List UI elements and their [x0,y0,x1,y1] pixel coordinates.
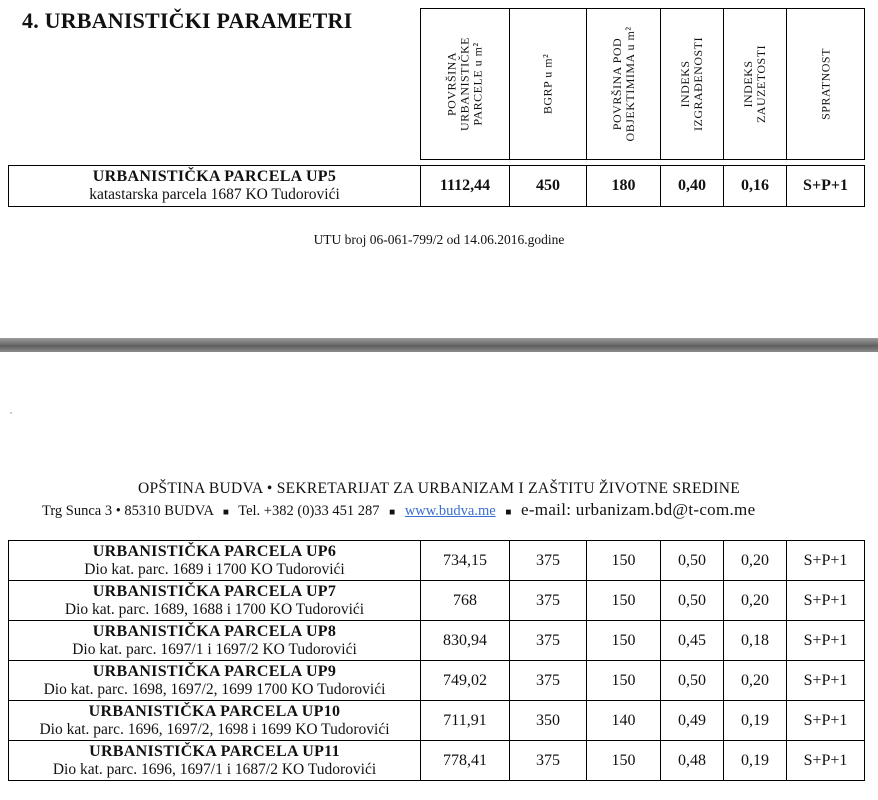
utu-reference: UTU broj 06-061-799/2 od 14.06.2016.godine [313,232,565,247]
parcel-floors: S+P+1 [787,701,865,741]
parcel-occupancy-index: 0,19 [724,741,787,781]
parcel-build-index: 0,45 [661,621,724,661]
parcel-name: URBANISTIČKA PARCELA UP10 [88,702,341,720]
parcel-description: Dio kat. parc. 1696, 1697/2, 1698 i 1699 KO Tudorovići [39,720,390,738]
parcel-description: Dio kat. parc. 1689, 1688 i 1700 KO Tudorovići [64,600,365,618]
parcel-area: 768 [421,581,510,621]
table-row [9,741,865,781]
address-text: Trg Sunca 3 • 85310 BUDVA [42,503,214,519]
parcel-occupancy-index: 0,20 [724,661,787,701]
column-header-area: POVRŠINA URBANISTIČKE PARCELE u m² [421,9,510,160]
document-page-top [0,0,878,338]
parcel-name: URBANISTIČKA PARCELA UP6 [92,542,337,560]
parcel-bgrp: 375 [510,661,587,701]
phone-text: Tel. +382 (0)33 451 287 [238,503,380,519]
parcel-name: URBANISTIČKA PARCELA UP8 [92,622,337,640]
parcel-build-index: 0,50 [661,581,724,621]
parcel-bgrp: 350 [510,701,587,741]
office-header: OPŠTINA BUDVA • SEKRETARIJAT ZA URBANIZAM I ZAŠTITU ŽIVOTNE SREDINE [138,480,740,497]
parcel-footprint: 150 [587,621,661,661]
parcel-footprint: 180 [587,166,661,207]
parcel-build-index: 0,50 [661,541,724,581]
contact-line [42,500,872,520]
parcel-build-index: 0,40 [661,166,724,207]
parcel-label-cell [9,701,421,741]
parcel-description: Dio kat. parc. 1689 i 1700 KO Tudorovići [84,560,345,578]
document-page-bottom [0,352,878,800]
table-row [9,621,865,661]
parcel-area: 734,15 [421,541,510,581]
table-row [9,541,865,581]
parcel-name: URBANISTIČKA PARCELA UP9 [92,662,337,680]
parcel-floors: S+P+1 [787,621,865,661]
parcel-description: Dio kat. parc. 1698, 1697/2, 1699 1700 KO Tudorovići [43,680,386,698]
parcel-floors: S+P+1 [787,541,865,581]
page-separator [0,338,878,352]
column-header-footprint: POVRŠINA POD OBJEKTIMIMA u m² [587,9,661,160]
parcel-occupancy-index: 0,16 [724,166,787,207]
parcel-area: 778,41 [421,741,510,781]
parcel-description: Dio kat. parc. 1696, 1697/1 i 1687/2 KO Tudorovići [52,760,377,778]
parcel-floors: S+P+1 [787,741,865,781]
parcel-label-cell [9,166,421,207]
table-row [9,166,865,207]
column-header-occupancy-index: INDEKS ZAUZETOSTI [724,9,787,160]
parcel-occupancy-index: 0,20 [724,581,787,621]
parcel-floors: S+P+1 [787,581,865,621]
parcel-name: URBANISTIČKA PARCELA UP11 [89,742,340,760]
parcel-label-cell [9,621,421,661]
parcel-name: URBANISTIČKA PARCELA UP5 [92,168,337,185]
parcel-occupancy-index: 0,18 [724,621,787,661]
parcel-label-cell [9,581,421,621]
column-header-build-index: INDEKS IZGRAĐENOSTI [661,9,724,160]
table-row [9,581,865,621]
email-text: e-mail: urbanizam.bd@t-com.me [521,500,756,519]
column-header-bgrp: BGRP u m² [510,9,587,160]
bullet-icon: ■ [389,507,396,518]
parcel-footprint: 150 [587,581,661,621]
parcel-name: URBANISTIČKA PARCELA UP7 [92,582,337,600]
parcel-floors: S+P+1 [787,661,865,701]
bullet-icon: ■ [222,507,229,518]
parcel-up5-table [8,165,865,207]
parcel-area: 749,02 [421,661,510,701]
parcel-footprint: 150 [587,661,661,701]
parcel-label-cell [9,741,421,781]
parcel-build-index: 0,48 [661,741,724,781]
parcel-bgrp: 375 [510,621,587,661]
parcel-occupancy-index: 0,19 [724,701,787,741]
parcel-footprint: 150 [587,741,661,781]
scan-speck [10,412,12,414]
parameters-header-table [420,8,865,160]
parcel-bgrp: 375 [510,541,587,581]
parcel-footprint: 150 [587,541,661,581]
website-link[interactable]: www.budva.me [404,503,496,519]
parcel-build-index: 0,50 [661,661,724,701]
bullet-icon: ■ [505,507,512,518]
parcel-occupancy-index: 0,20 [724,541,787,581]
parcel-bgrp: 375 [510,581,587,621]
section-title: 4. URBANISTIČKI PARAMETRI [22,8,353,33]
table-row [9,701,865,741]
parcel-label-cell [9,541,421,581]
column-header-floors: SPRATNOST [787,9,865,160]
parcel-area: 711,91 [421,701,510,741]
table-row [9,661,865,701]
column-header-row [421,9,865,160]
parcel-floors: S+P+1 [787,166,865,207]
parcel-footprint: 140 [587,701,661,741]
parcel-bgrp: 375 [510,741,587,781]
parcel-area: 1112,44 [421,166,510,207]
parcel-description: Dio kat. parc. 1697/1 i 1697/2 KO Tudorovići [72,640,357,658]
parcel-area: 830,94 [421,621,510,661]
parcel-label-cell [9,661,421,701]
parcel-bgrp: 450 [510,166,587,207]
parcel-build-index: 0,49 [661,701,724,741]
parcel-description: katastarska parcela 1687 KO Tudorovići [89,186,340,203]
parcels-table [8,540,865,781]
